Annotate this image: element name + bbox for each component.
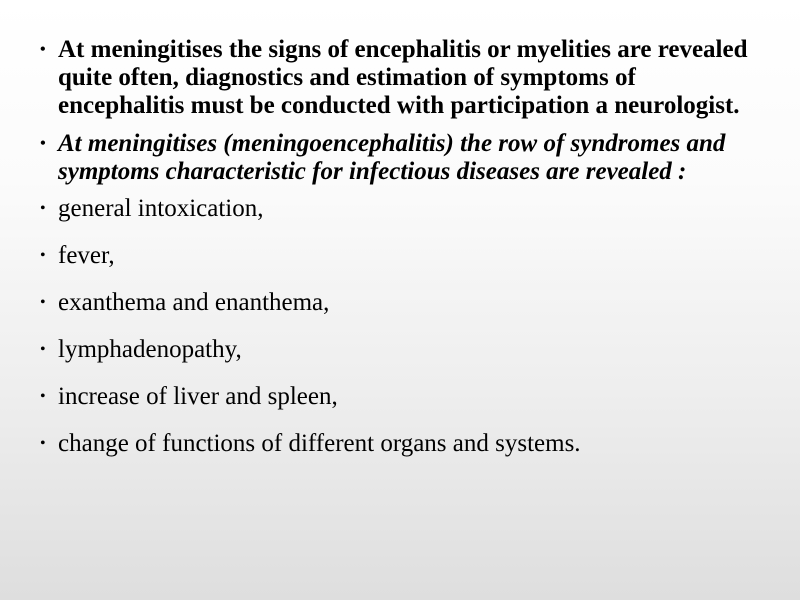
bullet-item-fever [40,242,760,270]
bullet-item-encephalitis-signs [40,36,760,120]
bullet-dot-icon: • [40,247,46,264]
bullet-dot-icon: • [40,200,46,217]
bullet-text: exanthema and enanthema, [58,289,330,316]
bullet-dot-icon: • [40,41,46,58]
bullet-text: change of functions of different organs and systems. [58,430,581,457]
bullet-item-syndromes [40,130,760,186]
bullet-item-exanthema [40,289,760,317]
bullet-dot-icon: • [40,341,46,358]
bullet-item-lymphadenopathy [40,336,760,364]
bullet-text: fever, [58,242,115,269]
bullet-item-intoxication [40,195,760,223]
bullet-text: At meningitises the signs of encephalitis or myelities are revealed quite often, diagnostics and estimation of symptoms of encephalitis must be conducted with participation a neurologist. [58,36,748,119]
bullet-dot-icon: • [40,435,46,452]
bullet-item-organ-functions [40,430,760,458]
bullet-dot-icon: • [40,294,46,311]
bullet-text: increase of liver and spleen, [58,383,338,410]
bullet-dot-icon: • [40,388,46,405]
bullet-item-liver-spleen [40,383,760,411]
bullet-text: At meningitises (meningoencephalitis) the row of syndromes and symptoms characteristic for infectious diseases are revealed : [58,130,726,185]
bullet-dot-icon: • [40,135,46,152]
bullet-text: general intoxication, [58,195,264,222]
bullet-list [40,36,760,458]
bullet-text: lymphadenopathy, [58,336,242,363]
